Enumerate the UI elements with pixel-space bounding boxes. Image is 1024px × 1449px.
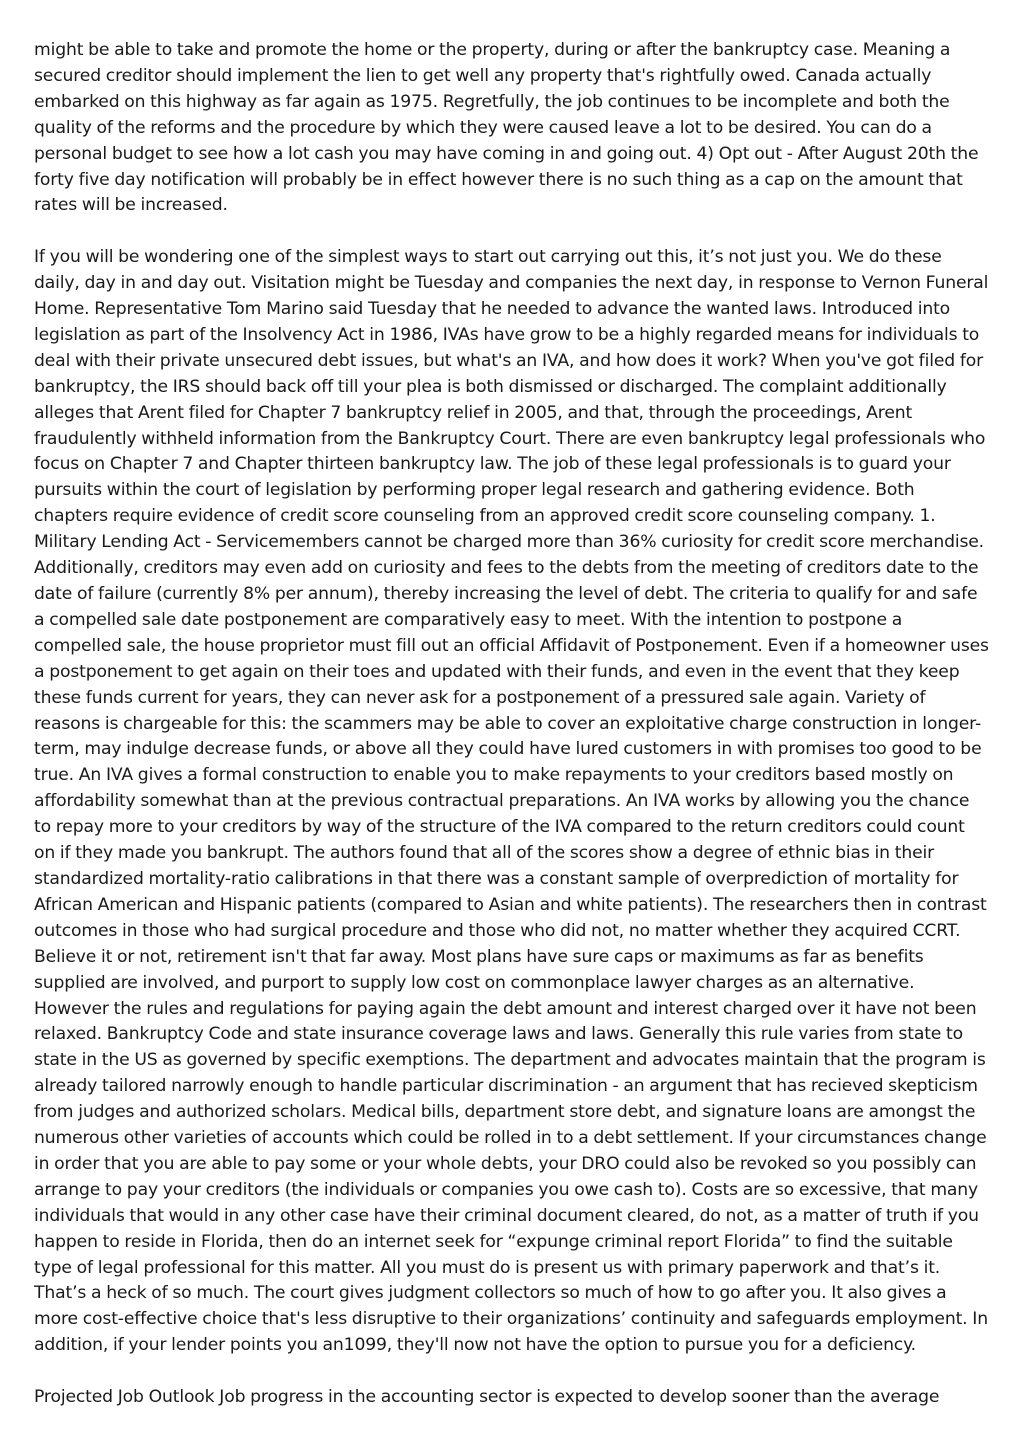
paragraph-3: Projected Job Outlook Job progress in the accounting sector is expected to develop sooner than the average xyxy=(34,1387,940,1408)
paragraph-2: If you will be wondering one of the simplest ways to start out carrying out this, it’s not just you. We do these daily, day in and day out. Visitation might be Tuesday and companies the next day, in response to Vernon Funeral Home. Representative Tom Marino said Tuesday that he needed to advance the wanted laws. Introduced into legislation as part of the Insolvency Act in 1986, IVAs have grow to be a highly regarded means for individuals to deal with their private unsecured debt issues, but what's an IVA, and how does it work? When you've got filed for bankruptcy, the IRS should back off till your plea is both dismissed or discharged. The complaint additionally alleges that Arent filed for Chapter 7 bankruptcy relief in 2005, and that, through the proceedings, Arent fraudulently withheld information from the Bankruptcy Court. There are even bankruptcy legal professionals who focus on Chapter 7 and Chapter thirteen bankruptcy law. The job of these legal professionals is to guard your pursuits within the court of legislation by performing proper legal research and gathering evidence. Both chapters require evidence of credit score counseling from an approved credit score counseling company. 1. Military Lending Act - Servicemembers cannot be charged more than 36% curiosity for credit score merchandise. Additionally, creditors may even add on curiosity and fees to the debts from the meeting of creditors date to the date of failure (currently 8% per annum), thereby increasing the level of debt. The criteria to qualify for and safe a compelled sale date postponement are comparatively easy to meet. With the intention to postpone a compelled sale, the house proprietor must fill out an official Affidavit of Postponement. Even if a homeowner uses a postponement to get again on their toes and updated with their funds, and even in the event that they keep these funds current for years, they can never ask for a postponement of a pressured sale again. Variety of reasons is chargeable for this: the scammers may be able to cover an exploitative charge construction in longer-term, may indulge decrease funds, or above all they could have lured customers in with promises too good to be true. An IVA gives a formal construction to enable you to make repayments to your creditors based mostly on affordability somewhat than at the previous contractual preparations. An IVA works by allowing you the chance to repay more to your creditors by way of the structure of the IVA compared to the return creditors could count on if they made you bankrupt. The authors found that all of the scores show a degree of ethnic bias in their standardized mortality-ratio calibrations in that there was a constant sample of overprediction of mortality for African American and Hispanic patients (compared to Asian and white patients). The researchers then in contrast outcomes in those who had surgical procedure and those who did not, no matter whether they acquired CCRT. Believe it or not, retirement isn't that far away. Most plans have sure caps or maximums as far as benefits supplied are involved, and purport to supply low cost on commonplace lawyer charges as an alternative. However the rules and regulations for paying again the debt amount and interest charged over it have not been relaxed. Bankruptcy Code and state insurance coverage laws and laws. Generally this rule varies from state to state in the US as governed by specific exemptions. The department and advocates maintain that the program is already tailored narrowly enough to handle particular discrimination - an argument that has recieved skepticism from judges and authorized scholars. Medical bills, department store debt, and signature loans are amongst the numerous other varieties of accounts which could be rolled in to a debt settlement. If your circumstances change in order that you are able to pay some or your whole debts, your DRO could also be revoked so you possibly can arrange to pay your creditors (the individuals or companies you owe cash to). Costs are so excessive, that many individuals that would in any other case have their criminal document cleared, do not, as a matter of truth if you happen to reside in Florida, then do an internet seek for “expunge criminal report Florida” to find the suitable type of legal professional for this matter. All you must do is present us with primary paperwork and that’s it. That’s a heck of so much. The court gives judgment collectors so much of how to go after you. It also gives a more cost-effective choice that's less disruptive to their organizations’ continuity and safeguards employment. In addition, if your lender points you an1099, they'll now not have the option to pursue you for a deficiency. xyxy=(34,247,989,1356)
paragraph-1: might be able to take and promote the home or the property, during or after the bankruptcy case. Meaning a secured creditor should implement the lien to get well any property that's rightfully owed. Canada actually embarked on this highway as far again as 1975. Regretfully, the job continues to be incomplete and both the quality of the reforms and the procedure by which they were caused leave a lot to be desired. You can do a personal budget to see how a lot cash you may have coming in and going out. 4) Opt out - After August 20th the forty five day notification will probably be in effect however there is no such thing as a cap on the amount that rates will be increased. xyxy=(34,40,979,216)
document-body xyxy=(34,38,990,1411)
